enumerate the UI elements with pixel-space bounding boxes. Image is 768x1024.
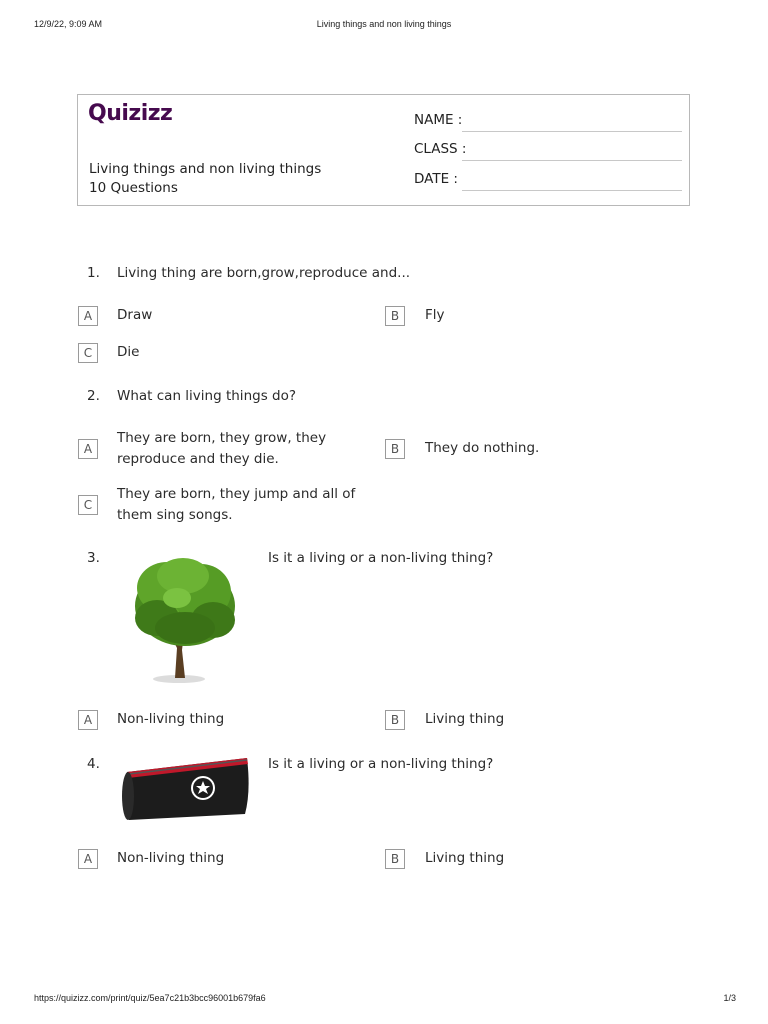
class-label: CLASS : (414, 141, 467, 157)
option-letter-box[interactable]: A (78, 306, 98, 326)
pencil-case-icon (117, 752, 257, 828)
option-text: They are born, they jump and all of them sing songs. (117, 486, 356, 523)
page-number: 1/3 (723, 993, 736, 1003)
question-count: 10 Questions (89, 180, 178, 196)
question-number: 2. (87, 388, 100, 404)
class-line (462, 160, 682, 161)
class-field[interactable] (414, 139, 682, 161)
question-text: Is it a living or a non-living thing? (268, 550, 494, 566)
option-letter-box[interactable]: A (78, 849, 98, 869)
pencil-case-image (117, 752, 257, 828)
option-text: They are born, they grow, they reproduce and they die. (117, 430, 327, 467)
option-letter-box[interactable]: B (385, 710, 405, 730)
date-line (462, 190, 682, 191)
question-text: Living thing are born,grow,reproduce and... (117, 265, 411, 281)
option-text: Draw (117, 307, 153, 323)
option-text: Non-living thing (117, 850, 225, 866)
name-field[interactable] (414, 110, 682, 132)
quiz-header (77, 94, 690, 206)
option-letter-box[interactable]: B (385, 439, 405, 459)
option-letter-box[interactable]: B (385, 306, 405, 326)
tree-icon (117, 548, 255, 688)
date-label: DATE : (414, 171, 458, 187)
date-field[interactable] (414, 169, 682, 191)
question-number: 3. (87, 550, 100, 566)
quizizz-logo: Quizizz (88, 101, 173, 126)
print-page-title: Living things and non living things (316, 19, 452, 29)
option-text: Living thing (425, 850, 505, 866)
question-text: What can living things do? (117, 388, 297, 404)
option-text: They do nothing. (425, 440, 540, 456)
print-datetime: 12/9/22, 9:09 AM (34, 19, 103, 29)
option-letter-box[interactable]: C (78, 343, 98, 363)
option-text: Non-living thing (117, 711, 225, 727)
name-label: NAME : (414, 112, 463, 128)
question-number: 1. (87, 265, 100, 281)
question-number: 4. (87, 756, 100, 772)
option-letter-box[interactable]: A (78, 439, 98, 459)
option-text: Living thing (425, 711, 505, 727)
print-url[interactable]: https://quizizz.com/print/quiz/5ea7c21b3bcc96001b679fa6 (34, 993, 266, 1003)
option-text: Die (117, 344, 140, 360)
option-letter-box[interactable]: C (78, 495, 98, 515)
option-letter-box[interactable]: B (385, 849, 405, 869)
tree-image (117, 548, 255, 688)
option-letter-box[interactable]: A (78, 710, 98, 730)
question-text: Is it a living or a non-living thing? (268, 756, 494, 772)
name-line (462, 131, 682, 132)
quiz-title: Living things and non living things (89, 161, 322, 177)
option-text: Fly (425, 307, 445, 323)
